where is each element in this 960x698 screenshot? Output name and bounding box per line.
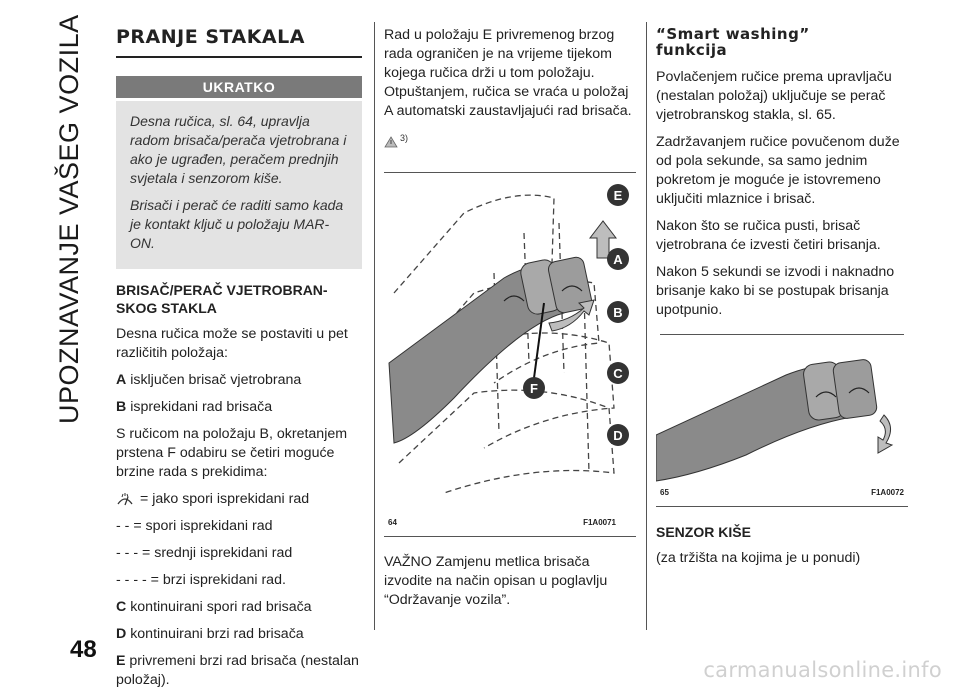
figure-label-f: F <box>530 381 538 396</box>
column-1 <box>116 26 362 698</box>
figure-64-bottom-rule <box>384 536 636 537</box>
figure-65-code: F1A0072 <box>871 488 904 497</box>
summary-box-header: UKRATKO <box>116 76 362 98</box>
figure-65-caption <box>656 483 908 502</box>
smart-washing-p3: Nakon što se ručica pusti, brisač vjetrobrana će izvesti četiri brisanja. <box>656 218 881 253</box>
position-c <box>116 598 362 617</box>
figure-label-c: C <box>613 366 623 381</box>
position-b-text: isprekidani rad brisača <box>126 399 273 415</box>
smart-washing-p2: Zadržavanjem ručice povučenom duže od pola sekunde, sa samo jednim pokretom je moguće je istovremeno uključiti mlaznice i brisač. <box>656 134 900 207</box>
figure-65-wiper-stalk-pull <box>656 335 908 483</box>
smart-washing-p1: Povlačenjem ručice prema upravljaču (nestalan položaj) uključuje se perač vjetrobranskog stakla, sl. 65. <box>656 69 892 123</box>
warning-reference <box>384 129 636 148</box>
figure-label-d: D <box>613 428 623 443</box>
smart-washing-heading: “Smart washing” funkcija <box>656 25 810 59</box>
speed-1-text: = jako spori isprekidani rad <box>140 491 310 507</box>
position-d-key: D <box>116 626 127 642</box>
subheading-wiper-washer: BRISAČ/PERAČ VJETROBRAN- SKOG STAKLA <box>116 282 328 316</box>
figure-64-code: F1A0071 <box>583 518 616 527</box>
speed-4: - - - - = brzi isprekidani rad. <box>116 572 286 588</box>
summary-paragraph-2: Brisači i perač će raditi samo kada je kontakt ključ u položaju MAR-ON. <box>130 197 344 251</box>
figure-label-a: A <box>613 252 623 267</box>
page-number: 48 <box>70 636 97 663</box>
figure-64-number: 64 <box>388 518 397 527</box>
smart-washing-p4: Nakon 5 sekundi se izvodi i naknadno brisanje kako bi se postupak brisanja upotpunio. <box>656 264 895 318</box>
heading-rule <box>116 56 362 58</box>
arrow-pull <box>878 415 892 453</box>
warning-triangle-icon <box>384 136 398 148</box>
position-e <box>116 652 362 690</box>
position-e-text: privremeni brzi rad brisača (nestalan položaj). <box>116 653 359 688</box>
position-d-text: kontinuirani brzi rad brisača <box>126 626 304 642</box>
intro-text: Desna ručica može se postaviti u pet različitih položaja: <box>116 326 348 361</box>
figure-64-caption <box>384 513 636 532</box>
column-divider-1 <box>374 22 375 630</box>
position-a-text: isključen brisač vjetrobrana <box>126 372 302 388</box>
position-b-key: B <box>116 399 127 415</box>
position-d <box>116 625 362 644</box>
column-divider-2 <box>646 22 647 630</box>
position-c-text: kontinuirani spori rad brisača <box>126 599 312 615</box>
column-3 <box>656 26 908 576</box>
speed-1 <box>116 490 362 509</box>
section-heading: PRANJE STAKALA <box>116 26 305 48</box>
figure-65-bottom-rule <box>656 506 908 507</box>
wiper-icon <box>116 493 134 507</box>
position-c-key: C <box>116 599 127 615</box>
figure-64-wiper-stalk <box>384 173 636 513</box>
position-a-key: A <box>116 372 127 388</box>
position-b <box>116 398 362 417</box>
figure-label-b: B <box>613 305 623 320</box>
position-a <box>116 371 362 390</box>
summary-paragraph-1: Desna ručica, sl. 64, upravlja radom brisača/perača vjetrobrana i ako je ugrađen, peračem prednjih svjetala i senzorom kiše. <box>130 113 347 186</box>
figure-65-number: 65 <box>660 488 669 497</box>
watermark: carmanualsonline.info <box>703 658 942 682</box>
ring-text: S ručicom na položaju B, okretanjem prstena F odabiru se četiri moguće brzine rada s prekidima: <box>116 426 348 480</box>
paragraph-temporary-fast: Rad u položaju E privremenog brzog rada ograničen je na vrijeme tijekom kojega ručica drži u tom položaju. Otpuštanjem, ručica se vraća u položaj A automatski zaustavljajući rad brisača. <box>384 27 632 119</box>
figure-label-e: E <box>613 188 623 203</box>
rain-sensor-heading: SENZOR KIŠE <box>656 524 751 540</box>
speed-2: - - = spori isprekidani rad <box>116 518 273 534</box>
rain-sensor-note: (za tržišta na kojima je u ponudi) <box>656 550 861 566</box>
position-e-key: E <box>116 653 126 669</box>
summary-box <box>116 101 362 269</box>
column-2 <box>384 26 636 618</box>
speed-3: - - - = srednji isprekidani rad <box>116 545 293 561</box>
warning-reference-number: 3) <box>400 133 409 143</box>
important-note: VAŽNO Zamjenu metlica brisača izvodite na način opisan u poglavlju “Održavanje vozila”. <box>384 554 608 608</box>
section-title-vertical: UPOZNAVANJE VAŠEG VOZILA <box>54 14 84 424</box>
